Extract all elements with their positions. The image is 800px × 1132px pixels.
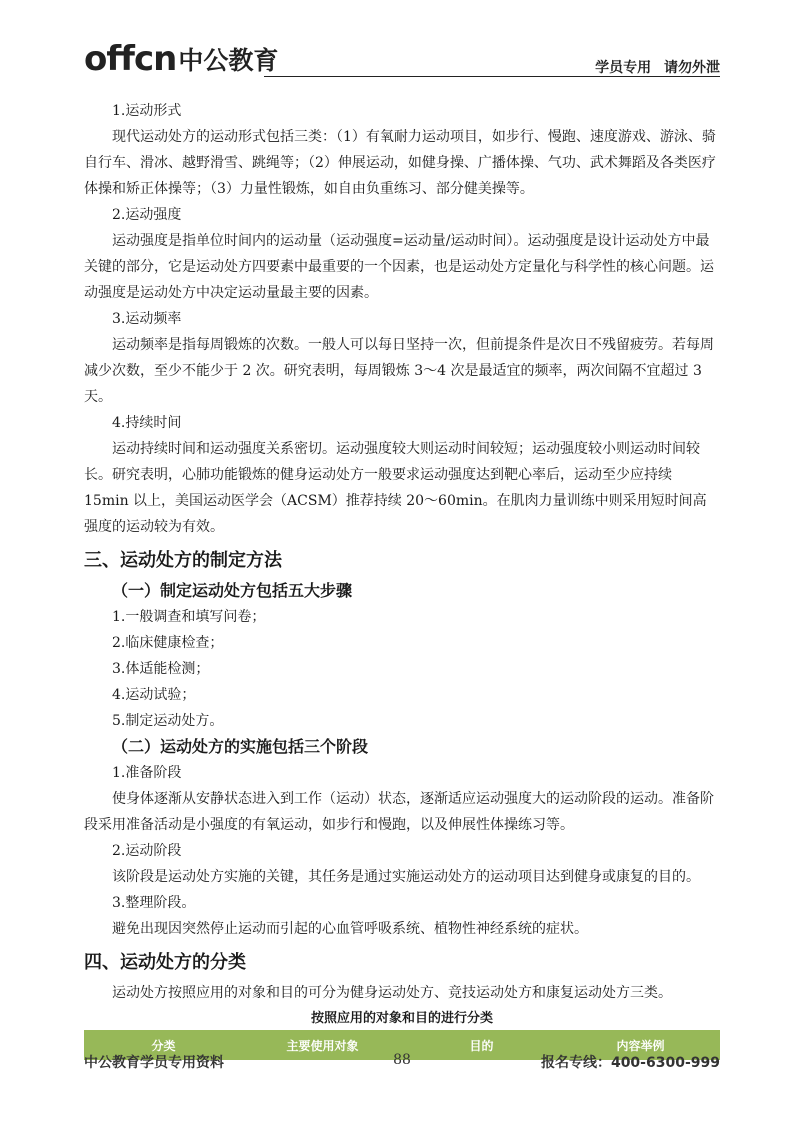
step-item: 4.运动试验；: [112, 687, 196, 703]
footer-hotline: 报名专线：400-6300-999: [540, 1055, 720, 1071]
phase-title-prep: 1.准备阶段: [112, 765, 182, 781]
table-header-cell: 目的: [469, 1038, 494, 1053]
document-body: [84, 98, 720, 1060]
step-item: 5.制定运动处方。: [112, 713, 224, 729]
paragraph-cooldown: 避免出现因突然停止运动而引起的心血管呼吸系统、植物性神经系统的症状。: [112, 921, 588, 937]
phase-title-cooldown: 3.整理阶段。: [112, 895, 196, 911]
footer-left-text: 中公教育学员专用资料: [84, 1055, 224, 1071]
heading-method: 三、运动处方的制定方法: [84, 550, 282, 571]
paragraph-prep: 使身体逐渐从安静状态进入到工作（运动）状态，逐渐适应运动强度大的运动阶段的运动。准备阶段采用准备活动是小强度的有氧运动，如步行和慢跑，以及伸展性体操练习等。: [84, 791, 714, 833]
page-number: 88: [393, 1052, 411, 1068]
table-header-cell: 内容举例: [616, 1038, 665, 1053]
section-title-intensity: 2.运动强度: [112, 207, 182, 223]
step-item: 3.体适能检测；: [112, 661, 210, 677]
table-header-cell: 主要使用对象: [286, 1038, 359, 1053]
phase-title-exercise: 2.运动阶段: [112, 843, 182, 859]
section-title-form: 1.运动形式: [112, 103, 182, 119]
subheading-steps: （一）制定运动处方包括五大步骤: [112, 581, 353, 600]
logo-chinese: 中公教育: [178, 46, 279, 75]
page-header: [84, 30, 720, 80]
paragraph-classification: 运动处方按照应用的对象和目的可分为健身运动处方、竞技运动处方和康复运动处方三类。: [112, 985, 672, 1001]
paragraph-frequency: 运动频率是指每周锻炼的次数。一般人可以每日坚持一次，但前提条件是次日不残留疲劳。若每周减少次数，至少不能少于 2 次。研究表明，每周锻炼 3～4 次是最适宜的频率，两次间隔不宜超过 3 天。: [84, 337, 714, 405]
offcn-logo: [84, 36, 279, 79]
paragraph-exercise: 该阶段是运动处方实施的关键，其任务是通过实施运动处方的运动项目达到健身或康复的目的。: [112, 869, 700, 885]
step-item: 2.临床健康检查；: [112, 635, 224, 651]
heading-classification: 四、运动处方的分类: [84, 952, 246, 973]
header-tag: 学员专用 请勿外泄: [595, 60, 720, 76]
step-item: 1.一般调查和填写问卷；: [112, 609, 266, 625]
table-header-cell: 分类: [151, 1038, 176, 1053]
subheading-phases: （二）运动处方的实施包括三个阶段: [112, 737, 369, 756]
logo-english: offcn: [84, 39, 177, 79]
section-title-duration: 4.持续时间: [112, 415, 182, 431]
table-title: 按照应用的对象和目的进行分类: [310, 1011, 493, 1026]
paragraph-intensity: 运动强度是指单位时间内的运动量（运动强度=运动量/运动时间）。运动强度是设计运动处方中最关键的部分，它是运动处方四要素中最重要的一个因素，也是运动处方定量化与科学性的核心问题。运动强度是运动处方中决定运动量最主要的因素。: [84, 233, 714, 301]
paragraph-duration: 运动持续时间和运动强度关系密切。运动强度较大则运动时间较短；运动强度较小则运动时间较长。研究表明，心肺功能锻炼的健身运动处方一般要求运动强度达到靶心率后，运动至少应持续 15min 以上，美国运动医学会（ACSM）推荐持续 20～60min。在肌肉力量训练中则采用短时间高强度的运动较为有效。: [84, 441, 707, 535]
section-title-frequency: 3.运动频率: [112, 311, 182, 327]
paragraph-form: 现代运动处方的运动形式包括三类：（1）有氧耐力运动项目，如步行、慢跑、速度游戏、游泳、骑自行车、滑冰、越野滑雪、跳绳等；（2）伸展运动，如健身操、广播体操、气功、武术舞蹈及各类医疗体操和矫正体操等；（3）力量性锻炼，如自由负重练习、部分健美操等。: [84, 129, 716, 197]
